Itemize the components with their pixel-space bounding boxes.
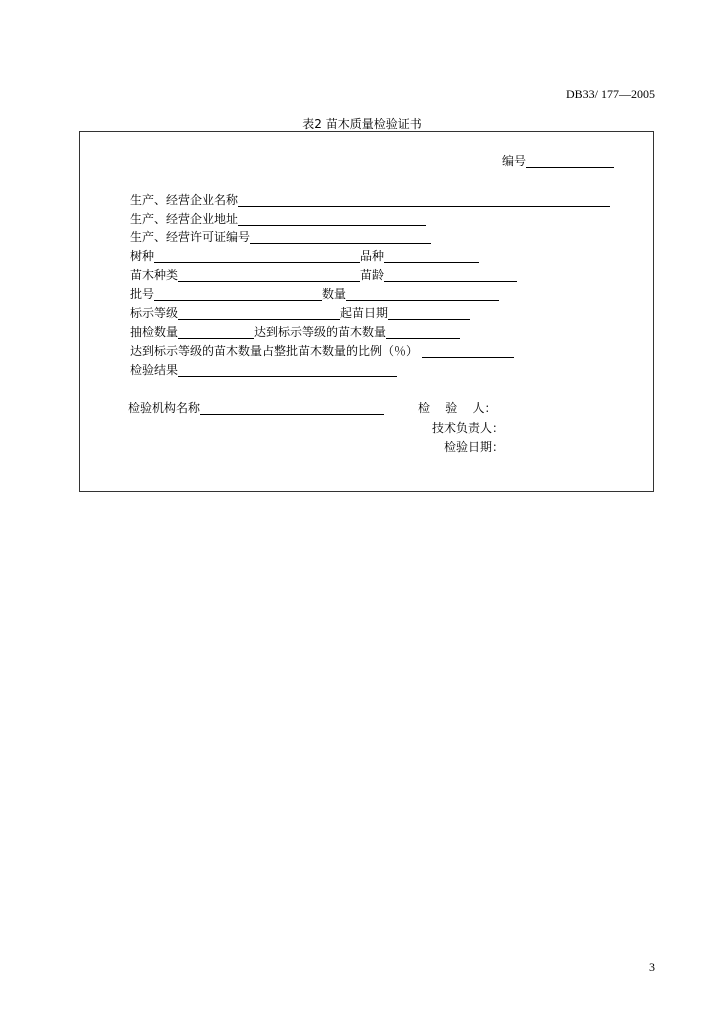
variety-label: 品种: [360, 249, 385, 263]
producer-name-row: [130, 192, 610, 209]
tree-species-field[interactable]: [154, 248, 360, 263]
inspector-label: 检 验 人：: [418, 401, 497, 415]
sampling-row: [130, 324, 460, 341]
grade-row: [130, 305, 470, 322]
license-number-label: 生产、经营许可证编号: [130, 230, 251, 244]
quantity-label: 数量: [322, 287, 347, 301]
serial-number-field[interactable]: [526, 153, 614, 168]
seedling-age-label: 苗龄: [360, 268, 385, 282]
lifting-date-field[interactable]: [388, 305, 470, 320]
ratio-label: 达到标示等级的苗木数量占整批苗木数量的比例（％）: [130, 344, 419, 358]
table-title: 表2 苗木质量检验证书: [302, 117, 422, 131]
graded-quantity-label: 达到标示等级的苗木数量: [254, 325, 387, 339]
result-field[interactable]: [178, 362, 397, 377]
batch-row: [130, 286, 499, 303]
seedling-type-row: [130, 267, 517, 284]
lifting-date-label: 起苗日期: [340, 306, 389, 320]
quantity-field[interactable]: [346, 286, 499, 301]
producer-name-field[interactable]: [238, 192, 610, 207]
document-code: DB33/ 177—2005: [565, 87, 655, 101]
license-number-row: [130, 229, 431, 246]
batch-number-field[interactable]: [154, 286, 322, 301]
serial-number-row: [502, 153, 614, 170]
license-number-field[interactable]: [250, 229, 431, 244]
agency-row: [128, 400, 384, 417]
seedling-type-label: 苗木种类: [130, 268, 179, 282]
tree-species-label: 树种: [130, 249, 155, 263]
sample-quantity-label: 抽检数量: [130, 325, 179, 339]
page-number: 3: [649, 960, 655, 974]
ratio-row: [130, 343, 514, 360]
agency-label: 检验机构名称: [128, 401, 201, 415]
species-row: [130, 248, 479, 265]
producer-address-field[interactable]: [238, 211, 426, 226]
batch-number-label: 批号: [130, 287, 155, 301]
seedling-age-field[interactable]: [384, 267, 517, 282]
serial-number-label: 编号: [502, 154, 527, 168]
graded-quantity-field[interactable]: [386, 324, 460, 339]
ratio-field[interactable]: [422, 343, 514, 358]
sample-quantity-field[interactable]: [178, 324, 254, 339]
grade-label: 标示等级: [130, 306, 179, 320]
tech-lead-label: 技术负责人：: [432, 421, 505, 435]
seedling-type-field[interactable]: [178, 267, 360, 282]
grade-field[interactable]: [178, 305, 340, 320]
producer-address-row: [130, 211, 426, 228]
producer-name-label: 生产、经营企业名称: [130, 193, 239, 207]
variety-field[interactable]: [384, 248, 479, 263]
result-row: [130, 362, 397, 379]
inspection-date-label: 检验日期：: [444, 440, 505, 454]
result-label: 检验结果: [130, 363, 179, 377]
producer-address-label: 生产、经营企业地址: [130, 212, 239, 226]
agency-field[interactable]: [200, 400, 384, 415]
